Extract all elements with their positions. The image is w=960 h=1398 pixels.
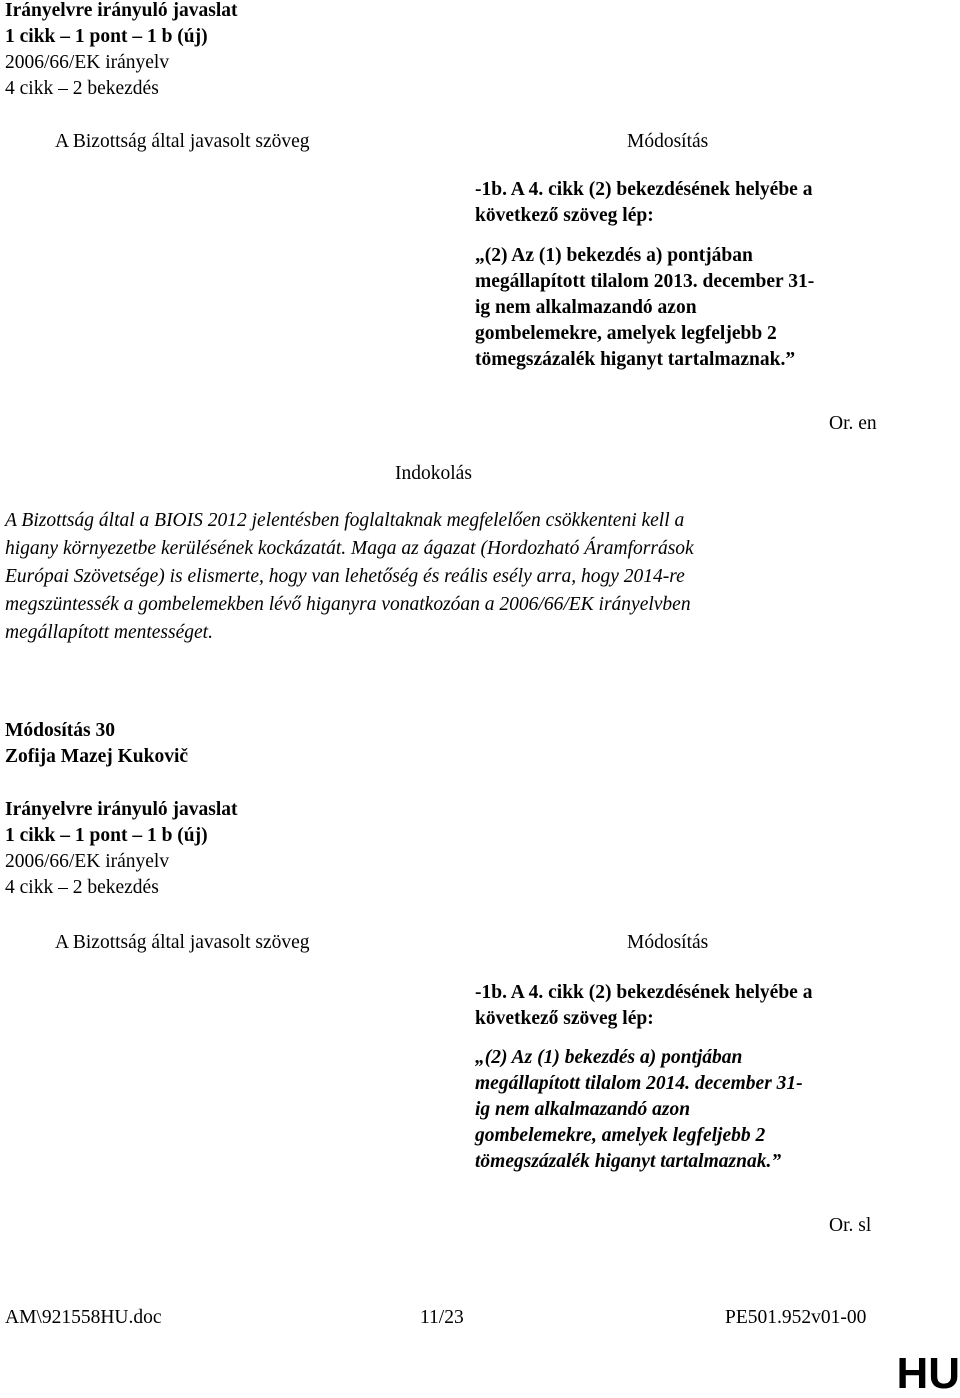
paragraph-reference: 4 cikk – 2 bekezdés [5, 877, 159, 898]
justification-title: Indokolás [395, 463, 472, 484]
amendment-number: Módosítás 30 [5, 720, 115, 741]
amendment-column-title: Módosítás [627, 932, 709, 953]
article-reference: 1 cikk – 1 pont – 1 b (új) [5, 26, 208, 47]
language-badge: HU [896, 1349, 960, 1398]
original-language-2: Or. sl [829, 1215, 872, 1236]
directive-reference: 2006/66/EK irányelv [5, 52, 170, 73]
justification-text: A Bizottság által a BIOIS 2012 jelentésben foglaltaknak megfelelően csökkenteni kell a higany környezetbe kerülésének kockázatát. Maga az ágazat (Hordozható Áramforrások Európai Szövetsége) is elismerte, hogy van lehetőség és reális esély arra, hogy 2014-re megszüntessék a gombelemekben lévő higanyra vonatkozóan a 2006/66/EK irányelvben megállapított mentességet. [5, 510, 694, 643]
amendment-quote-1: „(2) Az (1) bekezdés a) pontjában megállapított tilalom 2013. december 31- ig nem alkalmazandó azon gombelemekre, amelyek legfeljebb 2 tömegszázalék higanyt tartalmaznak.” [475, 245, 815, 370]
paragraph-reference: 4 cikk – 2 bekezdés [5, 78, 159, 99]
footer-pe-reference: PE501.952v01-00 [725, 1307, 867, 1328]
commission-text-column-title: A Bizottság által javasolt szöveg [55, 932, 310, 953]
amendment-column-title: Módosítás [627, 131, 709, 152]
commission-text-column-title: A Bizottság által javasolt szöveg [55, 131, 310, 152]
footer-document-id: AM\921558HU.doc [5, 1307, 162, 1328]
article-reference: 1 cikk – 1 pont – 1 b (új) [5, 825, 208, 846]
amendment-reference-block-2 [5, 797, 238, 901]
proposal-title: Irányelvre irányuló javaslat [5, 799, 238, 820]
amendment-reference-block-1 [5, 0, 238, 102]
proposal-title: Irányelvre irányuló javaslat [5, 0, 238, 21]
directive-reference: 2006/66/EK irányelv [5, 851, 170, 872]
amendment-intro-1: -1b. A 4. cikk (2) bekezdésének helyébe a következő szöveg lép: [475, 179, 813, 226]
amendment-intro-2: -1b. A 4. cikk (2) bekezdésének helyébe a következő szöveg lép: [475, 982, 813, 1029]
footer-page-number: 11/23 [420, 1307, 464, 1328]
amendment-author: Zofija Mazej Kukovič [5, 746, 189, 767]
amendment-quote-2: „(2) Az (1) bekezdés a) pontjában megállapított tilalom 2014. december 31- ig nem alkalmazandó azon gombelemekre, amelyek legfeljebb 2 tömegszázalék higanyt tartalmaznak.” [475, 1047, 803, 1172]
original-language-1: Or. en [829, 413, 877, 434]
